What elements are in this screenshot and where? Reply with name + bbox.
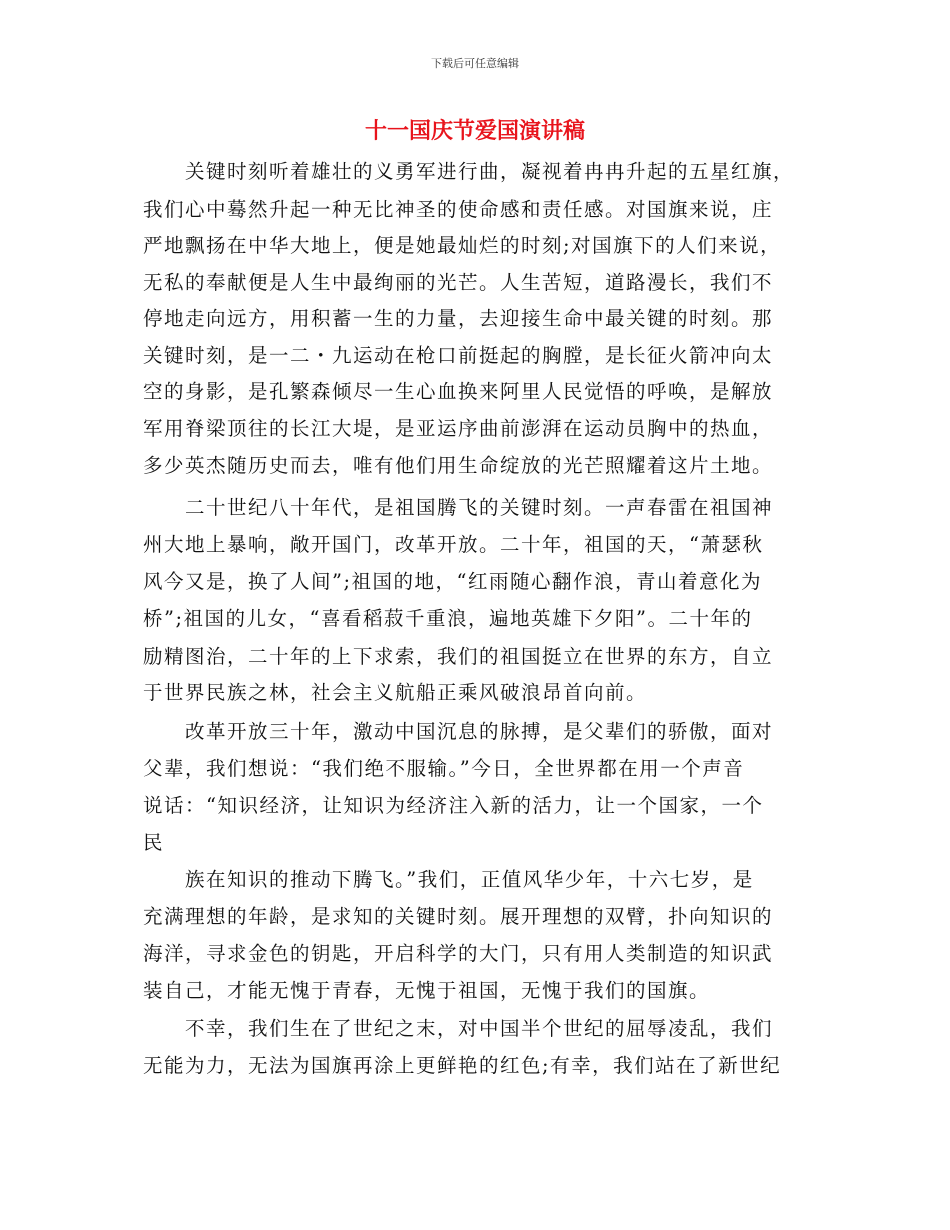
text-line: 族在知识的推动下腾飞。”我们，正值风华少年，十六七岁，是 [185, 868, 754, 891]
text-line: 充满理想的年龄，是求知的关键时刻。展开理想的双臂，扑向知识的 [143, 905, 774, 928]
text-line: 改革开放三十年，激动中国沉息的脉搏，是父辈们的骄傲，面对 [185, 720, 774, 743]
text-line: 二十世纪八十年代，是祖国腾飞的关键时刻。一声春雷在祖国神 [185, 496, 774, 519]
text-line: 多少英杰随历史而去，唯有他们用生命绽放的光芒照耀着这片土地。 [143, 454, 774, 477]
text-line: 民 [143, 831, 165, 854]
text-line: 停地走向远方，用积蓄一生的力量，去迎接生命中最关键的时刻。那 [143, 307, 774, 330]
header-note: 下载后可任意编辑 [431, 57, 519, 70]
text-line: 关键时刻听着雄壮的义勇军进行曲，凝视着冉冉升起的五星红旗， [185, 160, 795, 183]
text-line: 励精图治，二十年的上下求索，我们的祖国挺立在世界的东方，自立 [143, 645, 774, 668]
text-line: 不幸，我们生在了世纪之末，对中国半个世纪的屈辱凌乱，我们 [185, 1017, 774, 1040]
text-line: 于世界民族之林，社会主义航船正乘风破浪昂首向前。 [143, 681, 648, 704]
text-line: 关键时刻，是一二・九运动在枪口前挺起的胸膛，是长征火箭冲向太 [143, 344, 774, 367]
text-line: 严地飘扬在中华大地上，便是她最灿烂的时刻;对国旗下的人们来说， [143, 234, 782, 257]
text-line: 海洋，寻求金色的钥匙，开启科学的大门，只有用人类制造的知识武 [143, 942, 774, 965]
document-title: 十一国庆节爱国演讲稿 [364, 119, 585, 144]
text-line: 军用脊梁顶往的长江大堤，是亚运序曲前澎湃在运动员胸中的热血， [143, 417, 774, 440]
text-line: 无能为力，无法为国旗再涂上更鲜艳的红色;有幸，我们站在了新世纪 [143, 1054, 782, 1077]
text-line: 我们心中蓦然升起一种无比神圣的使命感和责任感。对国旗来说，庄 [143, 198, 774, 221]
text-line: 空的身影，是孔繁森倾尽一生心血换来阿里人民觉悟的呼唤，是解放 [143, 380, 774, 403]
text-line: 装自己，才能无愧于青春，无愧于祖国，无愧于我们的国旗。 [143, 979, 711, 1002]
text-line: 父辈，我们想说：“我们绝不服输。”今日，全世界都在用一个声音 [143, 757, 745, 780]
text-line: 风今又是，换了人间”;祖国的地，“红雨随心翻作浪，青山着意化为 [143, 570, 763, 593]
text-line: 无私的奉献便是人生中最绚丽的光芒。人生苦短，道路漫长，我们不 [143, 271, 774, 294]
text-line: 桥”;祖国的儿女，“喜看稻菽千重浪，遍地英雄下夕阳”。二十年的 [143, 607, 753, 630]
text-line: 说话：“知识经济，让知识为经济注入新的活力，让一个国家，一个 [143, 794, 764, 817]
text-line: 州大地上暴响，敞开国门，改革开放。二十年，祖国的天，“萧瑟秋 [143, 533, 764, 556]
